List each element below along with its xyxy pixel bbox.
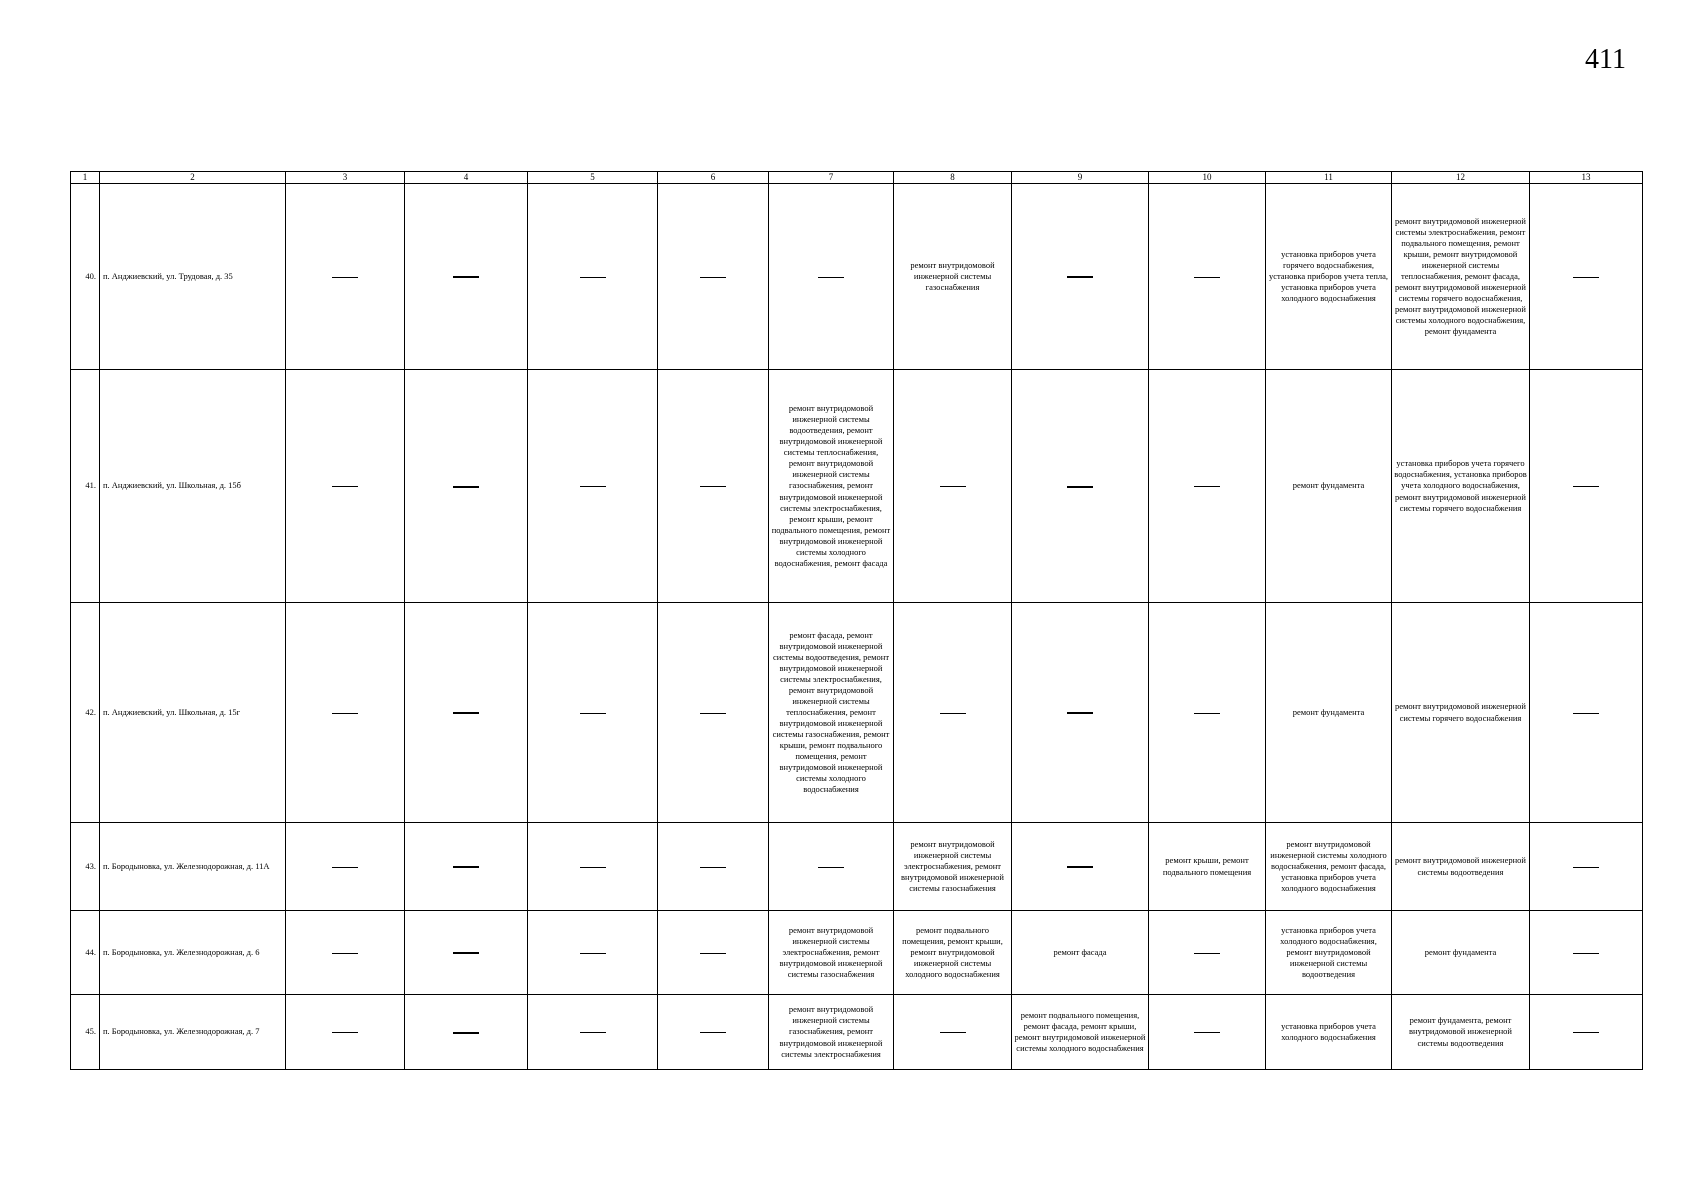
col-7-cell	[769, 184, 894, 370]
dash-mark	[453, 712, 479, 714]
dash-mark	[940, 486, 966, 487]
col-8-cell	[894, 370, 1012, 603]
dash-mark	[453, 952, 479, 954]
dash-mark	[332, 1032, 358, 1033]
dash-mark	[1573, 953, 1599, 954]
row-number: 44.	[71, 911, 100, 995]
col-12-cell: ремонт внутридомовой инженерной системы горячего водоснабжения	[1392, 603, 1530, 823]
address-cell: п. Бородыновка, ул. Железнодорожная, д. 11А	[100, 823, 286, 911]
col-5-cell	[528, 995, 658, 1070]
col-7-cell: ремонт внутридомовой инженерной системы электроснабжения, ремонт внутридомовой инженерной системы газоснабжения	[769, 911, 894, 995]
col-11-cell: установка приборов учета горячего водоснабжения, установка приборов учета тепла, установка приборов учета холодного водоснабжения	[1266, 184, 1392, 370]
dash-mark	[1067, 276, 1093, 278]
col-12-cell: ремонт фундамента, ремонт внутридомовой инженерной системы водоотведения	[1392, 995, 1530, 1070]
col-11-cell: установка приборов учета холодного водоснабжения	[1266, 995, 1392, 1070]
col-9-cell: ремонт фасада	[1012, 911, 1149, 995]
col-7-cell: ремонт фасада, ремонт внутридомовой инженерной системы водоотведения, ремонт внутридомовой инженерной системы электроснабжения, ремонт внутридомовой инженерной системы теплоснабжения, ремонт внутридомовой инженерной системы газоснабжения, ремонт крыши, ремонт подвального помещения, ремонт внутридомовой инженерной системы холодного водоснабжения	[769, 603, 894, 823]
col-4-cell	[405, 370, 528, 603]
header-cell: 4	[405, 172, 528, 184]
col-4-cell	[405, 995, 528, 1070]
dash-mark	[1194, 953, 1220, 954]
col-3-cell	[286, 995, 405, 1070]
col-6-cell	[658, 603, 769, 823]
col-13-cell	[1530, 823, 1643, 911]
col-13-cell	[1530, 184, 1643, 370]
header-cell: 1	[71, 172, 100, 184]
dash-mark	[1067, 866, 1093, 868]
col-3-cell	[286, 603, 405, 823]
dash-mark	[1194, 486, 1220, 487]
col-5-cell	[528, 911, 658, 995]
dash-mark	[332, 486, 358, 487]
dash-mark	[700, 1032, 726, 1033]
header-cell: 9	[1012, 172, 1149, 184]
page-number: 411	[1585, 44, 1626, 75]
col-11-cell: установка приборов учета холодного водоснабжения, ремонт внутридомовой инженерной системы водоотведения	[1266, 911, 1392, 995]
dash-mark	[453, 1032, 479, 1034]
col-3-cell	[286, 911, 405, 995]
col-8-cell: ремонт внутридомовой инженерной системы электроснабжения, ремонт внутридомовой инженерной системы газоснабжения	[894, 823, 1012, 911]
col-12-cell: ремонт внутридомовой инженерной системы электроснабжения, ремонт подвального помещения, ремонт крыши, ремонт внутридомовой инженерной системы теплоснабжения, ремонт фасада, ремонт внутридомовой инженерной системы горячего водоснабжения, ремонт внутридомовой инженерной системы холодного водоснабжения, ремонт фундамента	[1392, 184, 1530, 370]
header-cell: 3	[286, 172, 405, 184]
dash-mark	[818, 277, 844, 278]
table-row	[71, 823, 1643, 911]
dash-mark	[700, 277, 726, 278]
col-6-cell	[658, 184, 769, 370]
col-4-cell	[405, 184, 528, 370]
row-number: 45.	[71, 995, 100, 1070]
header-cell: 5	[528, 172, 658, 184]
col-6-cell	[658, 823, 769, 911]
address-cell: п. Анджиевский, ул. Школьная, д. 15б	[100, 370, 286, 603]
col-3-cell	[286, 184, 405, 370]
col-11-cell: ремонт внутридомовой инженерной системы холодного водоснабжения, ремонт фасада, установка приборов учета холодного водоснабжения	[1266, 823, 1392, 911]
col-8-cell: ремонт подвального помещения, ремонт крыши, ремонт внутридомовой инженерной системы холодного водоснабжения	[894, 911, 1012, 995]
col-11-cell: ремонт фундамента	[1266, 603, 1392, 823]
dash-mark	[1194, 277, 1220, 278]
col-5-cell	[528, 603, 658, 823]
header-cell: 11	[1266, 172, 1392, 184]
table-row	[71, 995, 1643, 1070]
dash-mark	[940, 713, 966, 714]
dash-mark	[332, 953, 358, 954]
col-7-cell	[769, 823, 894, 911]
dash-mark	[1573, 277, 1599, 278]
row-number: 41.	[71, 370, 100, 603]
table-row	[71, 370, 1643, 603]
repair-schedule-table	[70, 171, 1643, 1070]
col-3-cell	[286, 370, 405, 603]
col-3-cell	[286, 823, 405, 911]
dash-mark	[332, 277, 358, 278]
col-10-cell	[1149, 370, 1266, 603]
col-5-cell	[528, 184, 658, 370]
col-10-cell	[1149, 184, 1266, 370]
col-8-cell	[894, 995, 1012, 1070]
dash-mark	[940, 1032, 966, 1033]
dash-mark	[1194, 713, 1220, 714]
col-13-cell	[1530, 370, 1643, 603]
col-5-cell	[528, 370, 658, 603]
col-7-cell: ремонт внутридомовой инженерной системы газоснабжения, ремонт внутридомовой инженерной системы электроснабжения	[769, 995, 894, 1070]
dash-mark	[1067, 486, 1093, 488]
dash-mark	[818, 867, 844, 868]
dash-mark	[1573, 1032, 1599, 1033]
dash-mark	[453, 486, 479, 488]
col-13-cell	[1530, 603, 1643, 823]
dash-mark	[453, 866, 479, 868]
dash-mark	[700, 713, 726, 714]
dash-mark	[700, 486, 726, 487]
dash-mark	[580, 867, 606, 868]
header-cell: 7	[769, 172, 894, 184]
col-4-cell	[405, 911, 528, 995]
row-number: 43.	[71, 823, 100, 911]
dash-mark	[580, 1032, 606, 1033]
dash-mark	[332, 713, 358, 714]
row-number: 42.	[71, 603, 100, 823]
dash-mark	[332, 867, 358, 868]
header-row	[71, 172, 1643, 184]
col-12-cell: ремонт фундамента	[1392, 911, 1530, 995]
col-9-cell	[1012, 184, 1149, 370]
dash-mark	[1573, 867, 1599, 868]
dash-mark	[1067, 712, 1093, 714]
col-12-cell: установка приборов учета горячего водоснабжения, установка приборов учета холодного водоснабжения, ремонт внутридомовой инженерной системы горячего водоснабжения	[1392, 370, 1530, 603]
col-4-cell	[405, 823, 528, 911]
table-row	[71, 911, 1643, 995]
col-9-cell	[1012, 370, 1149, 603]
col-7-cell: ремонт внутридомовой инженерной системы водоотведения, ремонт внутридомовой инженерной системы теплоснабжения, ремонт внутридомовой инженерной системы газоснабжения, ремонт внутридомовой инженерной системы электроснабжения, ремонт крыши, ремонт подвального помещения, ремонт внутридомовой инженерной системы холодного водоснабжения, ремонт фасада	[769, 370, 894, 603]
dash-mark	[453, 276, 479, 278]
col-11-cell: ремонт фундамента	[1266, 370, 1392, 603]
header-cell: 10	[1149, 172, 1266, 184]
col-5-cell	[528, 823, 658, 911]
col-6-cell	[658, 911, 769, 995]
row-number: 40.	[71, 184, 100, 370]
col-6-cell	[658, 370, 769, 603]
col-8-cell	[894, 603, 1012, 823]
header-cell: 13	[1530, 172, 1643, 184]
dash-mark	[700, 867, 726, 868]
col-8-cell: ремонт внутридомовой инженерной системы газоснабжения	[894, 184, 1012, 370]
dash-mark	[1573, 486, 1599, 487]
col-12-cell: ремонт внутридомовой инженерной системы водоотведения	[1392, 823, 1530, 911]
table-row	[71, 603, 1643, 823]
col-13-cell	[1530, 995, 1643, 1070]
col-10-cell	[1149, 995, 1266, 1070]
header-cell: 8	[894, 172, 1012, 184]
col-10-cell	[1149, 911, 1266, 995]
header-cell: 2	[100, 172, 286, 184]
dash-mark	[580, 953, 606, 954]
header-cell: 12	[1392, 172, 1530, 184]
table-row	[71, 184, 1643, 370]
col-6-cell	[658, 995, 769, 1070]
dash-mark	[1573, 713, 1599, 714]
col-9-cell	[1012, 823, 1149, 911]
address-cell: п. Анджиевский, ул. Трудовая, д. 35	[100, 184, 286, 370]
col-4-cell	[405, 603, 528, 823]
dash-mark	[1194, 1032, 1220, 1033]
dash-mark	[580, 486, 606, 487]
col-13-cell	[1530, 911, 1643, 995]
col-9-cell	[1012, 603, 1149, 823]
address-cell: п. Бородыновка, ул. Железнодорожная, д. 7	[100, 995, 286, 1070]
dash-mark	[580, 713, 606, 714]
col-9-cell: ремонт подвального помещения, ремонт фасада, ремонт крыши, ремонт внутридомовой инженерной системы холодного водоснабжения	[1012, 995, 1149, 1070]
address-cell: п. Бородыновка, ул. Железнодорожная, д. 6	[100, 911, 286, 995]
col-10-cell	[1149, 603, 1266, 823]
header-cell: 6	[658, 172, 769, 184]
dash-mark	[700, 953, 726, 954]
address-cell: п. Анджиевский, ул. Школьная, д. 15г	[100, 603, 286, 823]
col-10-cell: ремонт крыши, ремонт подвального помещения	[1149, 823, 1266, 911]
dash-mark	[580, 277, 606, 278]
